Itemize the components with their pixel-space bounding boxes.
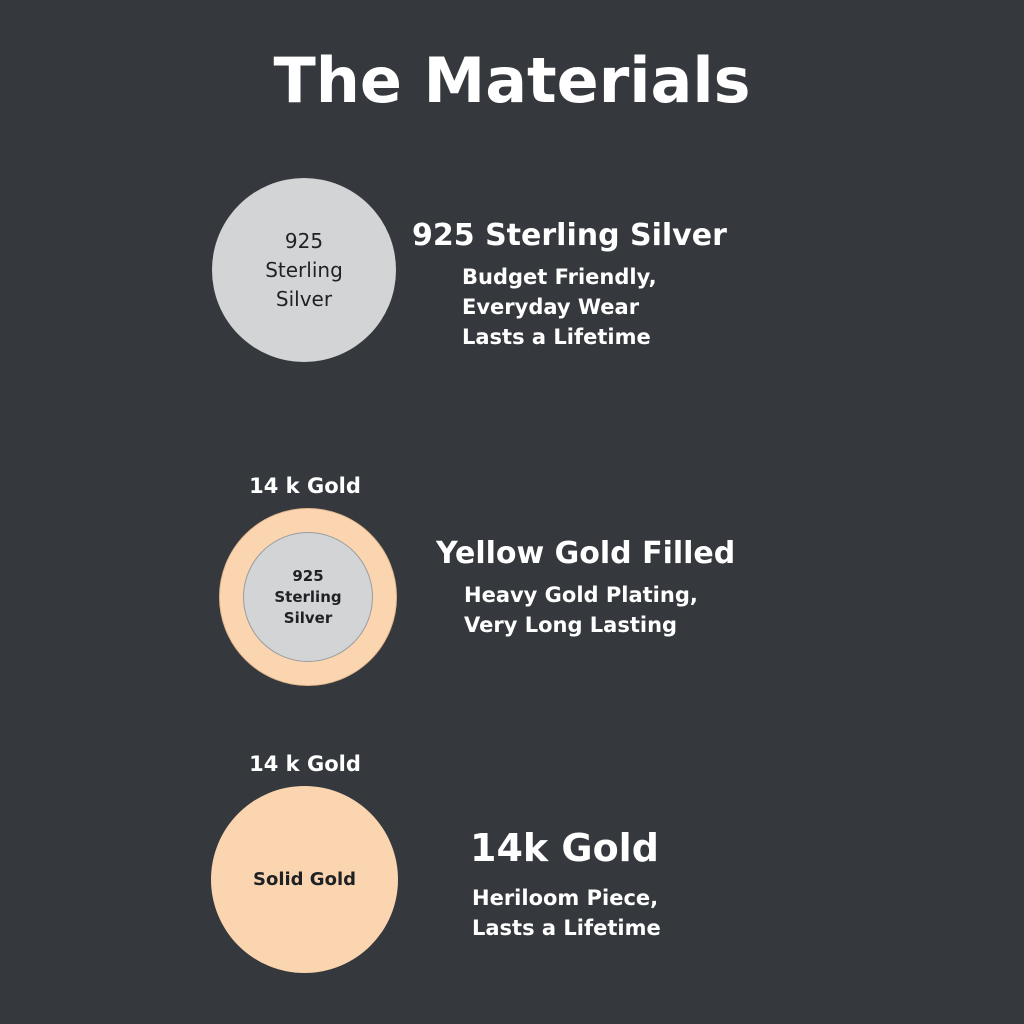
sterling-silver-sub-line-3: Lasts a Lifetime (462, 324, 651, 349)
gold-filled-sub (464, 581, 735, 641)
sterling-silver-sub-line-1: Budget Friendly, (462, 265, 657, 289)
gold-filled-inner-core (243, 532, 373, 662)
sterling-silver-sub (462, 263, 727, 352)
gold-filled-sub-line-1: Heavy Gold Plating, (464, 583, 698, 607)
solid-gold-sub (472, 884, 661, 944)
silver-disc-line-1: 925 (284, 228, 324, 253)
gold-filled-heading: Yellow Gold Filled (436, 536, 736, 571)
solid-gold-cap-label: 14 k Gold (249, 752, 361, 776)
gold-filled-core-line-2: Sterling (274, 587, 342, 606)
sterling-silver-sub-line-2: Everyday Wear (462, 294, 640, 319)
silver-disc (212, 178, 396, 362)
gold-filled-core-line-1: 925 (292, 566, 324, 585)
solid-gold-heading: 14k Gold (470, 826, 659, 870)
silver-disc-line-2: Sterling (265, 257, 343, 282)
sterling-silver-text-block (412, 218, 727, 352)
silver-disc-line-3: Silver (275, 286, 333, 311)
page-title: The Materials (273, 44, 751, 117)
gold-filled-sub-line-2: Very Long Lasting (464, 612, 678, 637)
solid-gold-disc-line-1: Solid Gold (252, 869, 357, 890)
solid-gold-sub-line-1: Heriloom Piece, (472, 886, 659, 910)
gold-filled-cap-label: 14 k Gold (249, 474, 361, 498)
sterling-silver-heading: 925 Sterling Silver (412, 218, 727, 253)
solid-gold-sub-line-2: Lasts a Lifetime (472, 915, 661, 940)
solid-gold-text-block (470, 826, 661, 944)
solid-gold-disc (211, 786, 398, 973)
gold-filled-text-block (436, 536, 735, 641)
gold-filled-core-line-3: Silver (283, 608, 333, 627)
